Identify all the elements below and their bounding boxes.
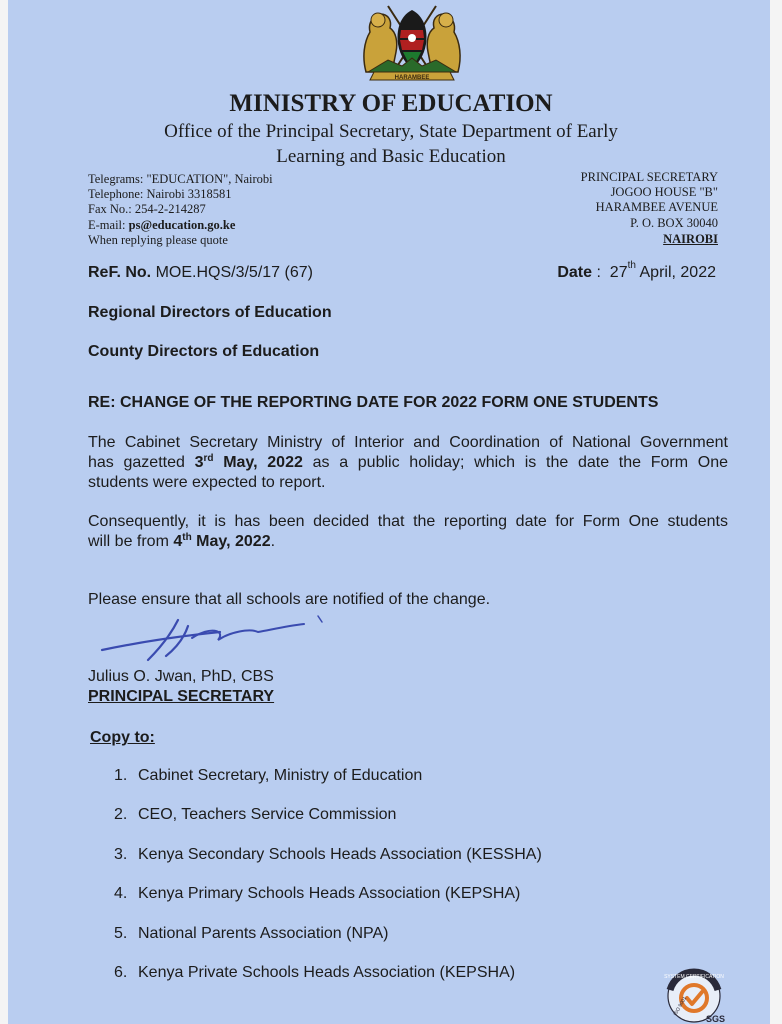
copy-item-text: Kenya Private Schools Heads Association (KEPSHA): [138, 964, 516, 981]
copy-to-item: [114, 846, 542, 864]
reference-label: ReF. No.: [88, 264, 152, 281]
address-line-2: JOGOO HOUSE "B": [610, 185, 718, 199]
copy-item-number: 4.: [114, 885, 128, 902]
telegrams-line: Telegrams: "EDUCATION", Nairobi: [88, 172, 273, 186]
date-month-year: April, 2022: [639, 264, 716, 281]
copy-to-item: [114, 767, 422, 785]
copy-item-number: 1.: [114, 767, 128, 784]
body-paragraph-3: Please ensure that all schools are notified of the change.: [88, 591, 491, 608]
copy-item-text: National Parents Association (NPA): [138, 925, 389, 942]
coat-of-arms-icon: [358, 2, 466, 82]
paragraph-1-line-2: [88, 453, 728, 473]
fax-line: Fax No.: 254-2-214287: [88, 202, 206, 216]
copy-item-number: 3.: [114, 846, 128, 863]
p2-day-suffix: th: [182, 532, 192, 543]
copy-to-item: [114, 885, 520, 903]
date-separator: :: [596, 264, 601, 281]
telephone-line: Telephone: Nairobi 3318581: [88, 187, 232, 201]
office-line-1: Office of the Principal Secretary, State Department of Early: [164, 121, 618, 142]
reply-note: When replying please quote: [88, 233, 228, 247]
signatory-title: PRINCIPAL SECRETARY: [88, 688, 275, 705]
paragraph-2-line-1: Consequently, it is has been decided that the reporting date for Form One students: [88, 513, 728, 530]
copy-item-text: CEO, Teachers Service Commission: [138, 806, 397, 823]
p2-text-a: will be from: [88, 533, 174, 550]
email-line: [88, 218, 235, 233]
recipient-regional: Regional Directors of Education: [88, 304, 332, 321]
body-paragraph-2: [88, 512, 728, 552]
copy-item-number: 2.: [114, 806, 128, 823]
date-day: 27: [609, 264, 628, 281]
copy-item-text: Kenya Primary Schools Heads Association (KEPSHA): [138, 885, 521, 902]
date-day-suffix: th: [627, 260, 636, 271]
p1-month-year: May, 2022: [213, 454, 303, 471]
copy-to-item: [114, 806, 396, 824]
signature-icon: [100, 612, 330, 672]
subject-line: RE: CHANGE OF THE REPORTING DATE FOR 2022 FORM ONE STUDENTS: [88, 394, 659, 411]
sgs-certification-icon: [660, 960, 730, 1024]
body-paragraph-1: [88, 433, 728, 493]
copy-item-number: 5.: [114, 925, 128, 942]
email-address: ps@education.go.ke: [128, 218, 236, 232]
address-line-3: HARAMBEE AVENUE: [595, 200, 718, 214]
sgs-label: SGS: [706, 1014, 726, 1024]
copy-item-text: Cabinet Secretary, Ministry of Education: [138, 767, 423, 784]
reference-number: [88, 264, 313, 282]
p2-text-b: .: [270, 533, 276, 550]
office-line-2: Learning and Basic Education: [276, 146, 506, 167]
p2-day: 4: [173, 533, 183, 550]
paragraph-1-line-1: The Cabinet Secretary Ministry of Interior and Coordination of National Government: [88, 434, 728, 451]
copy-to-heading: Copy to:: [90, 729, 155, 746]
paragraph-1-line-3: students were expected to report.: [88, 474, 326, 491]
ministry-title: MINISTRY OF EDUCATION: [229, 90, 553, 117]
date-label: Date: [557, 264, 592, 281]
recipient-county: County Directors of Education: [88, 343, 320, 360]
seal-text: HARAMBEE: [394, 75, 430, 81]
p1-day: 3: [194, 454, 204, 471]
address-line-4: P. O. BOX 30040: [630, 216, 718, 230]
email-label: E-mail:: [88, 218, 129, 232]
sgs-ring-text: SYSTEM CERTIFICATION: [664, 974, 724, 980]
p1-day-suffix: rd: [203, 453, 214, 464]
paragraph-2-line-2: [88, 532, 728, 552]
letter-date: [557, 260, 716, 282]
signatory-name: Julius O. Jwan, PhD, CBS: [88, 668, 274, 685]
address-line-1: PRINCIPAL SECRETARY: [580, 170, 718, 184]
p1-text-b: as a public holiday; which is the date the Form One: [302, 454, 729, 471]
sgs-iso-text: ISO 9001: [672, 995, 689, 1017]
copy-item-number: 6.: [114, 964, 128, 981]
p1-text-a: has gazetted: [88, 454, 195, 471]
copy-item-text: Kenya Secondary Schools Heads Association (KESSHA): [138, 846, 542, 863]
p2-month-year: May, 2022: [191, 533, 271, 550]
copy-to-item: [114, 964, 515, 982]
address-line-5: NAIROBI: [663, 232, 718, 246]
copy-to-item: [114, 925, 388, 943]
reference-value: MOE.HQS/3/5/17 (67): [155, 264, 313, 281]
